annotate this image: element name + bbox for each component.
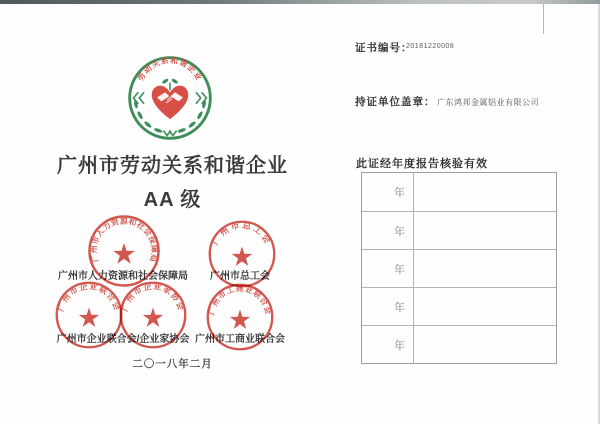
certificate-number-label: 证书编号： — [355, 42, 413, 54]
year-cell: 年 — [362, 326, 414, 363]
verification-blank-cell — [414, 173, 556, 211]
verification-blank-cell — [414, 288, 556, 325]
holder-company-name: 广东鸿邦金属铝业有限公司 — [437, 98, 539, 107]
annual-verification-title: 此证经年度报告核验有效 — [356, 158, 488, 170]
seal-entrepreneurs-association — [110, 272, 196, 358]
table-row — [362, 325, 556, 363]
table-row — [362, 287, 556, 325]
verification-blank-cell — [414, 326, 556, 363]
emblem-arc-text: 劳动关系和谐企业 — [136, 55, 204, 83]
table-row — [362, 211, 556, 249]
table-row — [362, 249, 556, 287]
seal-text: 广州市人力资源和社会保障局 — [89, 216, 159, 264]
issuer-label-trade-union: 广州市总工会 — [210, 271, 270, 282]
seal-industry-commerce-federation — [197, 274, 283, 360]
year-cell: 年 — [362, 173, 414, 211]
seal-star-icon — [143, 307, 163, 326]
scan-artifact-line — [543, 3, 544, 34]
certificate-number-value: 20181220008 — [406, 43, 455, 50]
seal-star-icon — [232, 246, 252, 265]
scanner-top-edge — [0, 0, 600, 4]
verification-blank-cell — [414, 250, 556, 287]
issuer-label-industry-commerce-federation: 广州市工商业联合会 — [195, 334, 285, 345]
year-cell: 年 — [362, 212, 414, 249]
seal-text: 广州市企业家协会 — [120, 281, 186, 313]
holder-stamp-label: 持证单位盖章： — [355, 96, 436, 108]
harmonious-enterprise-emblem-icon — [122, 50, 218, 146]
seal-text: 广州市企业联合会 — [56, 281, 122, 313]
seal-star-icon — [230, 309, 250, 328]
seal-star-icon — [113, 243, 135, 264]
table-row — [362, 173, 556, 211]
seal-text: 广州市总工会 — [210, 219, 274, 247]
issue-date: 二〇一八年二月 — [132, 358, 213, 370]
verification-blank-cell — [414, 212, 556, 249]
certificate-title: 广州市劳动关系和谐企业 — [57, 155, 288, 177]
certificate-grade: AA 级 — [143, 189, 202, 211]
issuer-label-hr-bureau: 广州市人力资源和社会保障局 — [58, 271, 188, 282]
year-cell: 年 — [362, 288, 414, 325]
seal-star-icon — [79, 307, 99, 326]
seal-text: 广州市工商业联合会 — [207, 284, 273, 316]
issuer-label-enterprise-federation: 广州市企业联合会/企业家协会 — [56, 334, 190, 345]
year-cell: 年 — [362, 250, 414, 287]
annual-verification-table — [361, 172, 557, 364]
